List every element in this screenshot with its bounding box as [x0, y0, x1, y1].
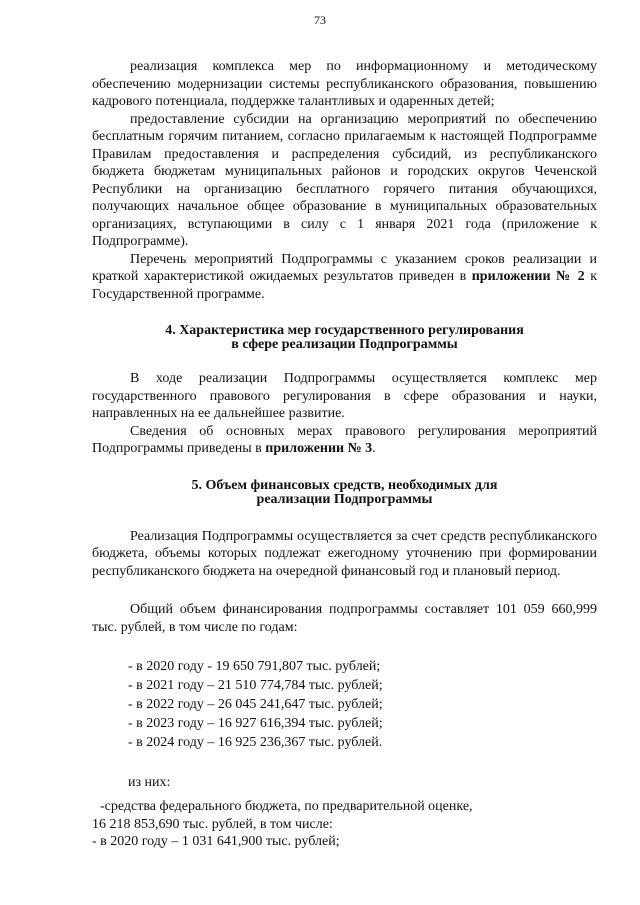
section-5-title	[92, 479, 597, 507]
list-item: - в 2024 году – 16 925 236,367 тыс. рублей.	[128, 735, 383, 750]
paragraph-subsidy: предоставление субсидии на организацию мероприятий по обеспечению бесплатным горячим питанием, согласно прилагаемым к настоящей Подпрограмме Правилам предоставления и распределения субсидий, из республиканского бюджета бюджетам муниципальных районов и городских округов Чеченской Республики на организацию бесплатного горячего питания обучающихся, получающих начальное общее образование в муниципальных образовательных организациях, вступающими в силу с 1 января 2021 года (приложение к Подпрограмме).	[92, 111, 597, 249]
section-4-title	[92, 324, 597, 352]
page-number: 73	[314, 13, 326, 27]
of-them-text: из них:	[128, 775, 171, 790]
section-5-title-line2: реализации Подпрограммы	[256, 491, 433, 507]
paragraph-methodical-support: реализация комплекса мер по информационному и методическому обеспечению модернизации системы республиканского образования, повышению кадрового потенциала, поддержке талантливых и одаренных детей;	[92, 59, 597, 109]
section-5-title-line1: 5. Объем финансовых средств, необходимых для	[191, 477, 498, 493]
document-body	[92, 58, 597, 851]
section-4-paragraph-1: В ходе реализации Подпрограммы осуществляется комплекс мер государственного правового регулирования в сфере образования и науки, направленных на ее дальнейшее развитие.	[92, 371, 597, 421]
federal-budget-line: -средства федерального бюджета, по предварительной оценке,	[100, 799, 473, 814]
section-5-paragraph-2: Общий объем финансирования подпрограммы составляет 101 059 660,999 тыс. рублей, в том числе по годам:	[92, 602, 597, 635]
federal-budget-total: 16 218 853,690 тыс. рублей, в том числе:	[92, 816, 333, 832]
section-4-paragraph-2-tail: .	[372, 441, 376, 456]
section-4-paragraph-2	[92, 423, 597, 458]
section-4-paragraph-2-text: Сведения об основных мерах правового регулирования мероприятий Подпрограммы приведены в	[92, 423, 597, 456]
section-4-title-line2: в сфере реализации Подпрограммы	[231, 337, 458, 352]
list-item: - в 2020 году - 19 650 791,807 тыс. рублей;	[128, 659, 381, 674]
paragraph-events-list-tail: к Государственной программе.	[92, 269, 598, 302]
list-item: - в 2022 году – 26 045 241,647 тыс. рублей;	[128, 697, 383, 712]
list-item: - в 2023 году – 16 927 616,394 тыс. рублей;	[128, 716, 383, 731]
paragraph-events-list	[92, 251, 597, 304]
section-4-title-line1: 4. Характеристика мер государственного регулирования	[165, 323, 524, 338]
paragraph-events-list-text: Перечень мероприятий Подпрограммы с указанием сроков реализации и краткой характеристикой ожидаемых результатов приведен в	[92, 251, 597, 284]
appendix-3-reference: приложении № 3	[265, 441, 373, 456]
federal-budget-2020: - в 2020 году – 1 031 641,900 тыс. рублей;	[92, 834, 340, 849]
funding-by-year-list	[92, 657, 597, 752]
section-5-paragraph-1: Реализация Подпрограммы осуществляется за счет средств республиканского бюджета, объемы которых подлежат ежегодному уточнению при формировании республиканского бюджета на очередной финансовый год и плановый период.	[92, 528, 597, 579]
list-item: - в 2021 году – 21 510 774,784 тыс. рублей;	[128, 678, 383, 693]
appendix-2-reference: приложении № 2	[471, 269, 585, 284]
of-them-label	[92, 773, 597, 792]
